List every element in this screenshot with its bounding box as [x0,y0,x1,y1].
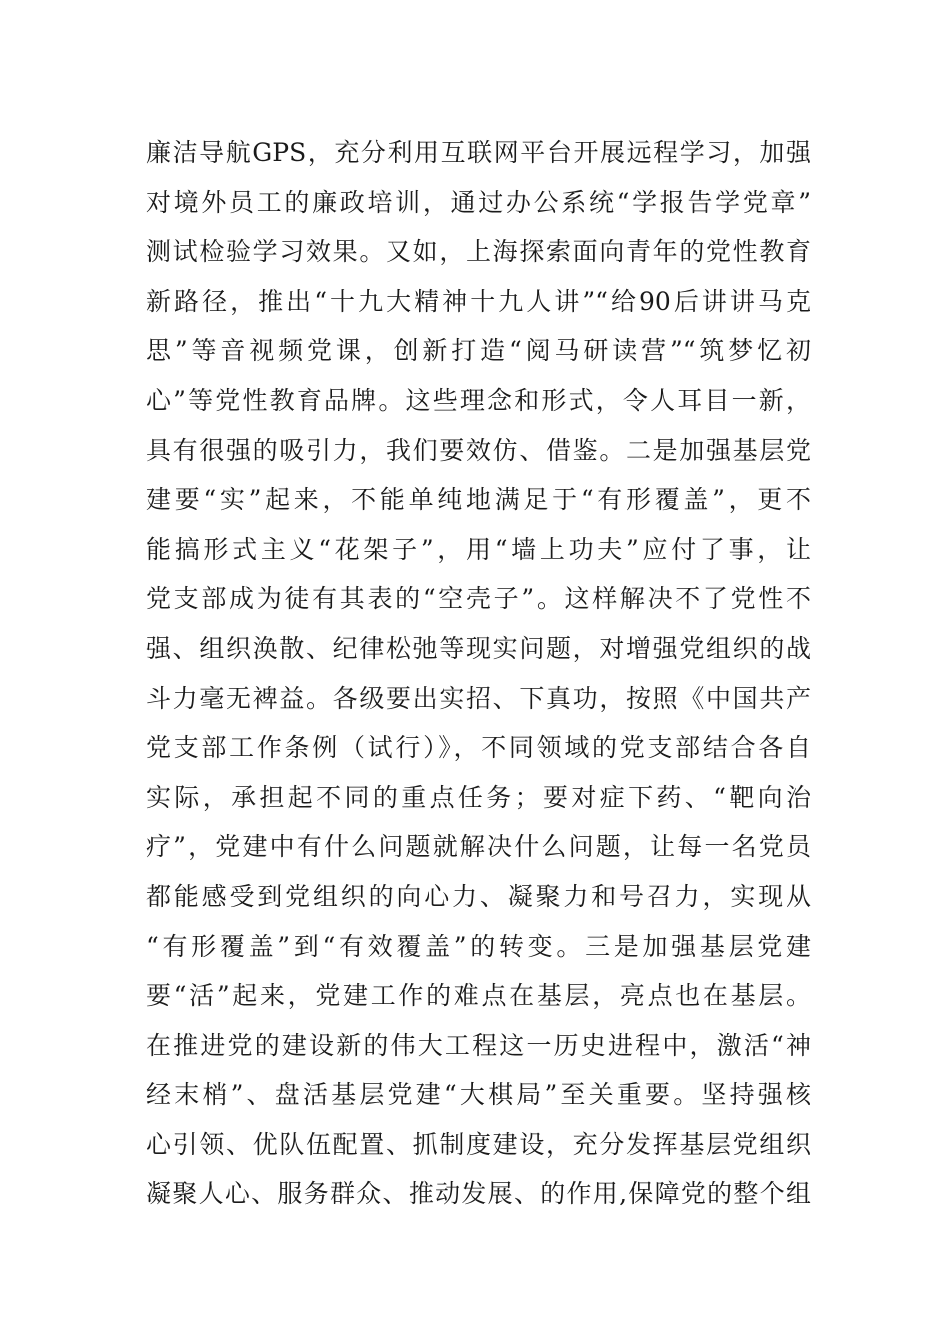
text-line: “有形覆盖”到“有效覆盖”的转变。三是加强基层党建 [146,931,811,961]
text-line: 具有很强的吸引力，我们要效仿、借鉴。二是加强基层党 [146,435,811,465]
text-line: 党支部成为徒有其表的“空壳子”。这样解决不了党性不 [146,584,811,614]
text-line: 心”等党性教育品牌。这些理念和形式，令人耳目一新， [146,385,811,415]
text-line: 经末梢”、盘活基层党建“大棋局”至关重要。坚持强核 [146,1080,811,1110]
text-line: 凝聚人心、服务群众、推动发展、的作用,保障党的整个组 [146,1179,811,1209]
text-line: 心引领、优队伍配置、抓制度建设，充分发挥基层党组织 [146,1129,811,1159]
text-line: 疗”，党建中有什么问题就解决什么问题，让每一名党员 [146,832,811,862]
text-line: 在推进党的建设新的伟大工程这一历史进程中，激活“神 [146,1030,811,1060]
text-line: 思”等音视频党课，创新打造“阅马研读营”“筑梦忆初 [146,336,811,366]
text-line: 对境外员工的廉政培训，通过办公系统“学报告学党章” [146,187,811,217]
text-line: 能搞形式主义“花架子”，用“墙上功夫”应付了事，让 [146,534,811,564]
body-text [146,128,811,1219]
text-line: 斗力毫无裨益。各级要出实招、下真功，按照《中国共产 [146,683,811,713]
text-line: 强、组织涣散、纪律松弛等现实问题，对增强党组织的战 [146,633,811,663]
text-line: 廉洁导航GPS，充分利用互联网平台开展远程学习，加强 [146,138,811,167]
text-line: 都能感受到党组织的向心力、凝聚力和号召力，实现从 [146,881,811,911]
text-line: 建要“实”起来，不能单纯地满足于“有形覆盖”，更不 [146,485,811,515]
text-line: 测试检验学习效果。又如，上海探索面向青年的党性教育 [146,237,811,267]
text-line: 要“活”起来，党建工作的难点在基层，亮点也在基层。 [146,981,811,1011]
text-line: 新路径，推出“十九大精神十九人讲”“给90后讲讲马克 [146,286,811,316]
text-line: 党支部工作条例（试行）》，不同领域的党支部结合各自 [146,733,811,763]
text-line: 实际，承担起不同的重点任务；要对症下药、“靶向治 [146,782,811,812]
